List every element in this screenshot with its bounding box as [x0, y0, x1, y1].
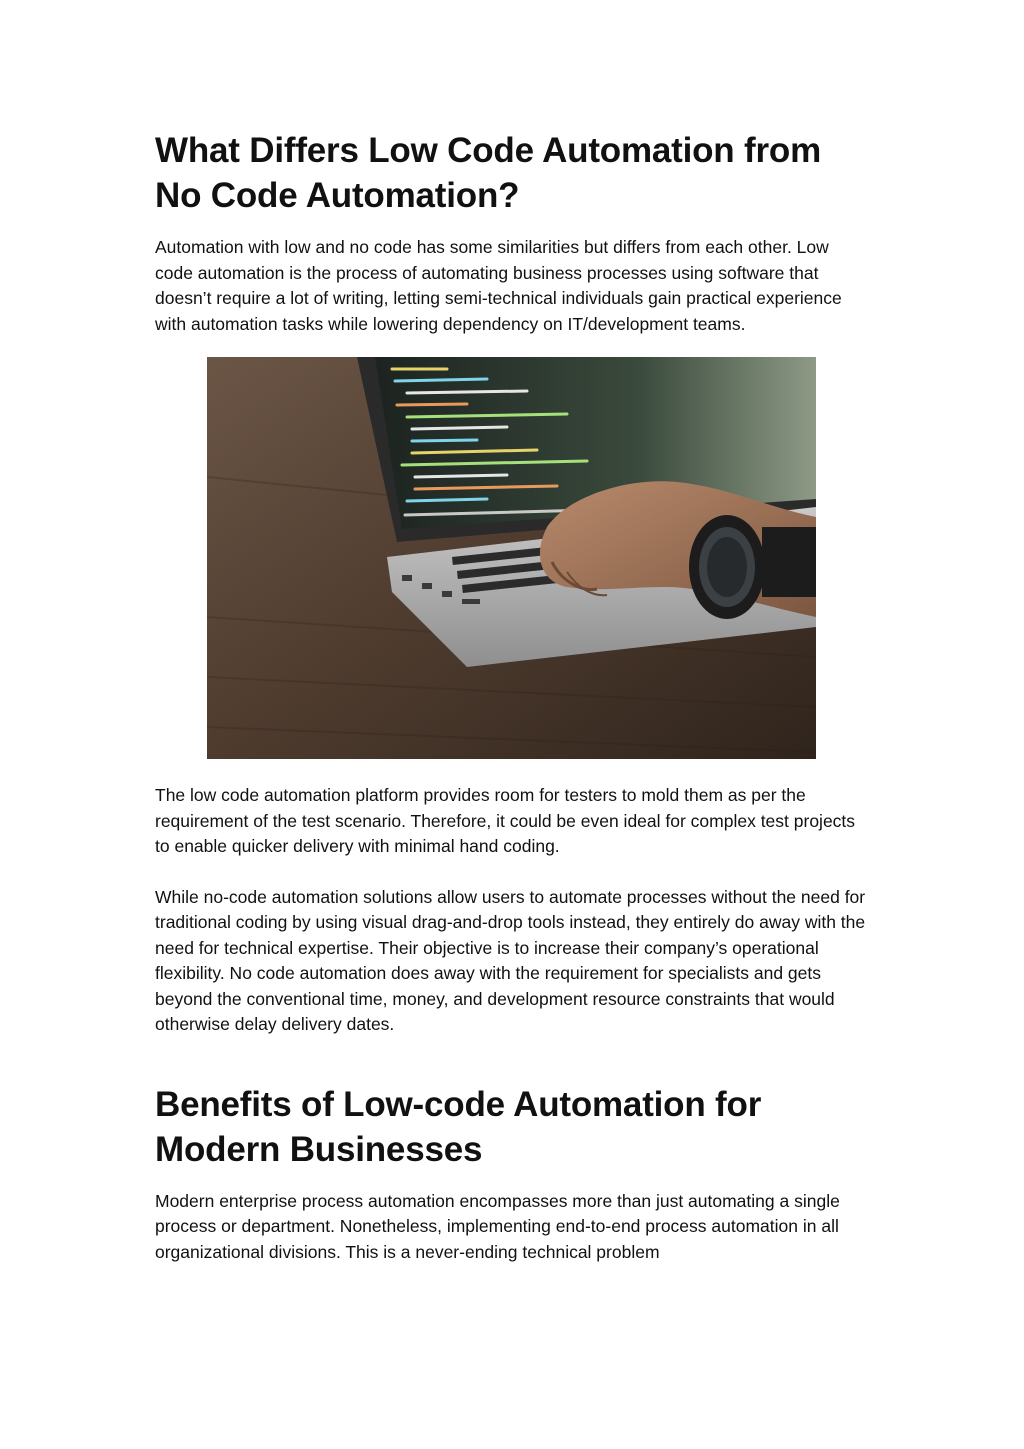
paragraph-enterprise-automation: Modern enterprise process automation encompasses more than just automating a single process or department. Nonetheless, implementing end-to-end process automation in all organizational divisions. This is a never-ending technical problem — [155, 1190, 840, 1262]
paragraph-low-code-platform: The low code automation platform provides room for testers to mold them as per the requirement of the test scenario. Therefore, it could be even ideal for complex test projects to enable quicker delivery with minimal hand coding. — [155, 785, 856, 856]
laptop-coding-photo — [207, 357, 816, 759]
section-heading-low-vs-no-code: What Differs Low Code Automation from No Code Automation? — [155, 131, 821, 215]
article-content — [155, 128, 867, 1265]
paragraph-intro: Automation with low and no code has some similarities but differs from each other. Low code automation is the process of automating business processes using software that doesn’t require a lot of writing, letting semi-technical individuals gain practical experience with automation tasks while lowering dependency on IT/development teams. — [155, 237, 842, 334]
paragraph-no-code-solutions: While no-code automation solutions allow users to automate processes without the need for traditional coding by using visual drag-and-drop tools instead, they entirely do away with the need for technical expertise. Their objective is to increase their company’s operational flexibility. No code automation does away with the requirement for specialists and gets beyond the conventional time, money, and development resource constraints that would otherwise delay delivery dates. — [155, 886, 866, 1034]
section-heading-benefits: Benefits of Low-code Automation for Modern Businesses — [155, 1084, 762, 1169]
